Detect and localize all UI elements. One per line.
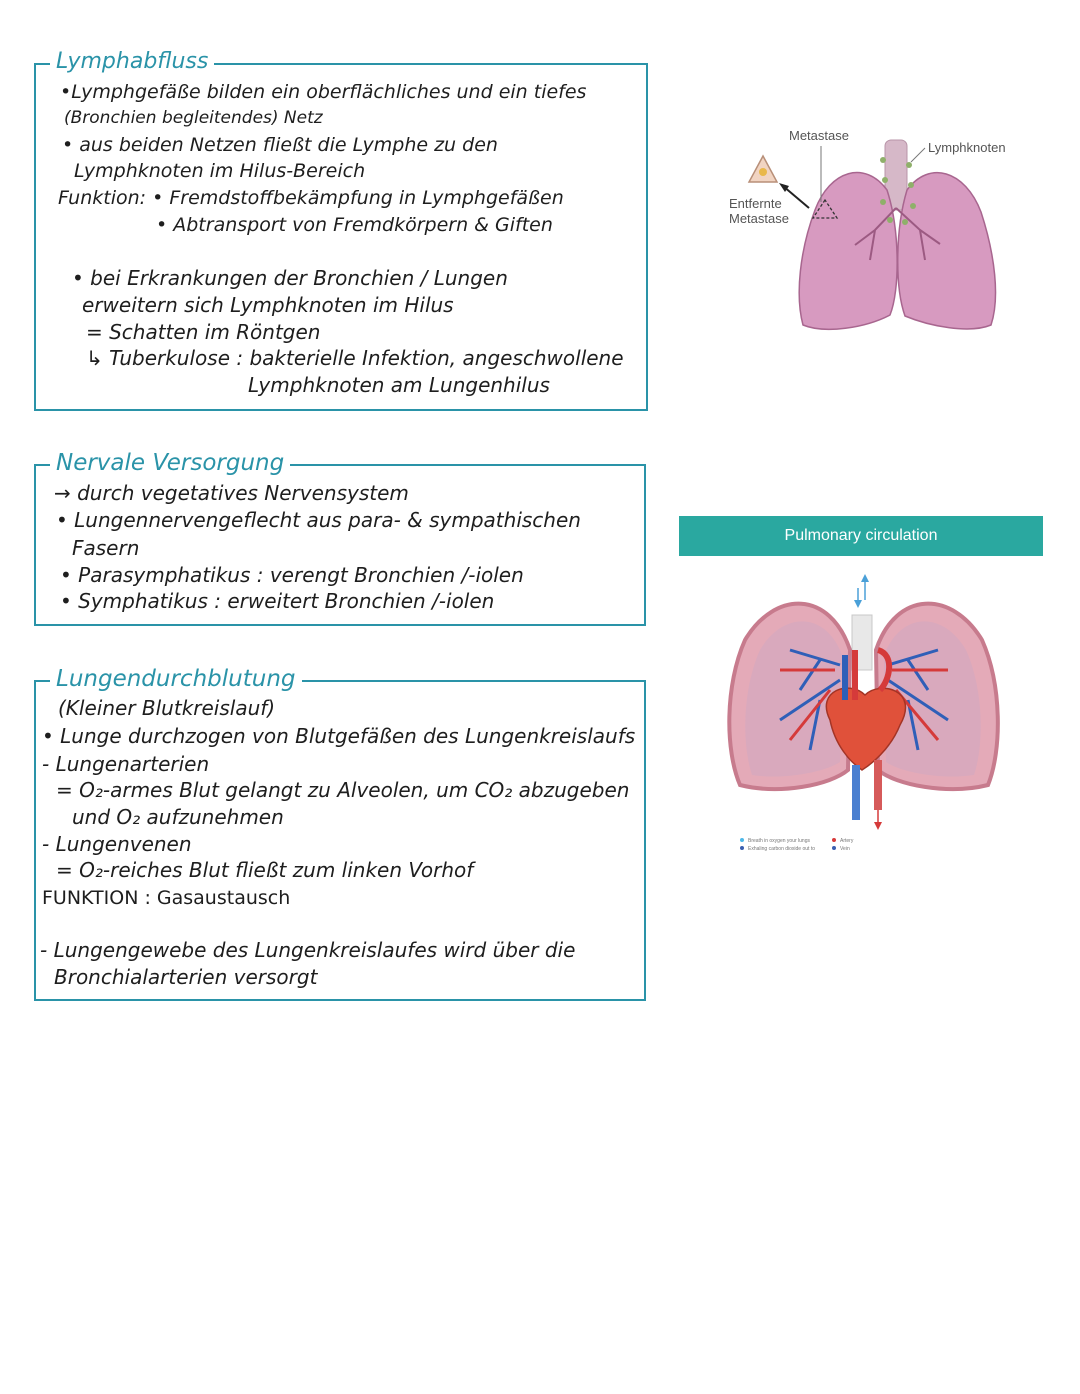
legend-dot <box>832 846 836 850</box>
legend-item: Exhaling carbon dioxide out to <box>748 846 815 852</box>
blood-line: • Lunge durchzogen von Blutgefäßen des Lungenkreislaufs <box>42 724 636 748</box>
nerv-line: • Lungennervengeflecht aus para- & sympathischen <box>56 508 581 532</box>
lung-metastasis-illustration <box>725 120 1025 340</box>
lymph-line: •Lymphgefäße bilden ein oberflächliches und ein tiefes <box>60 81 587 103</box>
legend-item: Vein <box>840 846 850 852</box>
label-entfernte-metastase: Metastase <box>729 211 789 226</box>
legend <box>740 838 854 852</box>
lymph-line: • Abtransport von Fremdkörpern & Giften <box>156 214 553 236</box>
pulmonary-banner: Pulmonary circulation <box>679 516 1043 556</box>
lymph-line: Lymphknoten am Lungenhilus <box>248 373 550 397</box>
blood-line: - Lungengewebe des Lungenkreislaufes wird über die <box>40 938 576 962</box>
blood-title: Lungendurchblutung <box>50 666 302 692</box>
blood-line: und O₂ aufzunehmen <box>72 805 284 829</box>
legend-dot <box>740 846 744 850</box>
lymph-line: ↳ Tuberkulose : bakterielle Infektion, angeschwollene <box>86 346 624 370</box>
nerv-line: • Parasymphatikus : verengt Bronchien /-iolen <box>60 563 524 587</box>
right-lung <box>898 173 996 329</box>
blood-line: - Lungenarterien <box>42 752 210 776</box>
blood-line: (Kleiner Blutkreislauf) <box>58 696 276 720</box>
legend-item: Breath in oxygen your lungs <box>748 838 810 844</box>
legend-dot <box>832 838 836 842</box>
lymph-title: Lymphabfluss <box>50 49 214 75</box>
blood-line: = O₂-reiches Blut fließt zum linken Vorhof <box>56 858 474 882</box>
blood-line: - Lungenvenen <box>42 832 192 856</box>
blood-line: Bronchialarterien versorgt <box>54 965 318 989</box>
lymph-line: = Schatten im Röntgen <box>86 320 321 344</box>
label-lymphknoten: Lymphknoten <box>928 140 1006 155</box>
blood-line: FUNKTION : Gasaustausch <box>42 887 291 909</box>
lymph-line: • aus beiden Netzen fließt die Lymphe zu den <box>62 134 498 156</box>
lymph-line: Funktion: • Fremdstoffbekämpfung in Lymphgefäßen <box>58 187 564 209</box>
nerv-line: → durch vegetatives Nervensystem <box>54 481 409 505</box>
label-entfernte: Entfernte <box>729 196 782 211</box>
legend-dot <box>740 838 744 842</box>
legend-item: Artery <box>840 838 854 844</box>
lymph-line: erweitern sich Lymphknoten im Hilus <box>82 293 454 317</box>
nerv-line: • Symphatikus : erweitert Bronchien /-iolen <box>60 589 495 613</box>
lymph-line: • bei Erkrankungen der Bronchien / Lungen <box>72 266 508 290</box>
left-lung <box>799 173 897 330</box>
lymph-line: Lymphknoten im Hilus-Bereich <box>74 160 366 182</box>
blood-line: = O₂-armes Blut gelangt zu Alveolen, um CO₂ abzugeben <box>56 778 630 802</box>
nerv-line: Fasern <box>72 536 140 560</box>
pulmonary-circulation-illustration <box>720 570 1010 860</box>
nerv-title: Nervale Versorgung <box>50 450 290 476</box>
label-metastase: Metastase <box>789 128 849 143</box>
lymph-line: (Bronchien begleitendes) Netz <box>64 108 323 128</box>
